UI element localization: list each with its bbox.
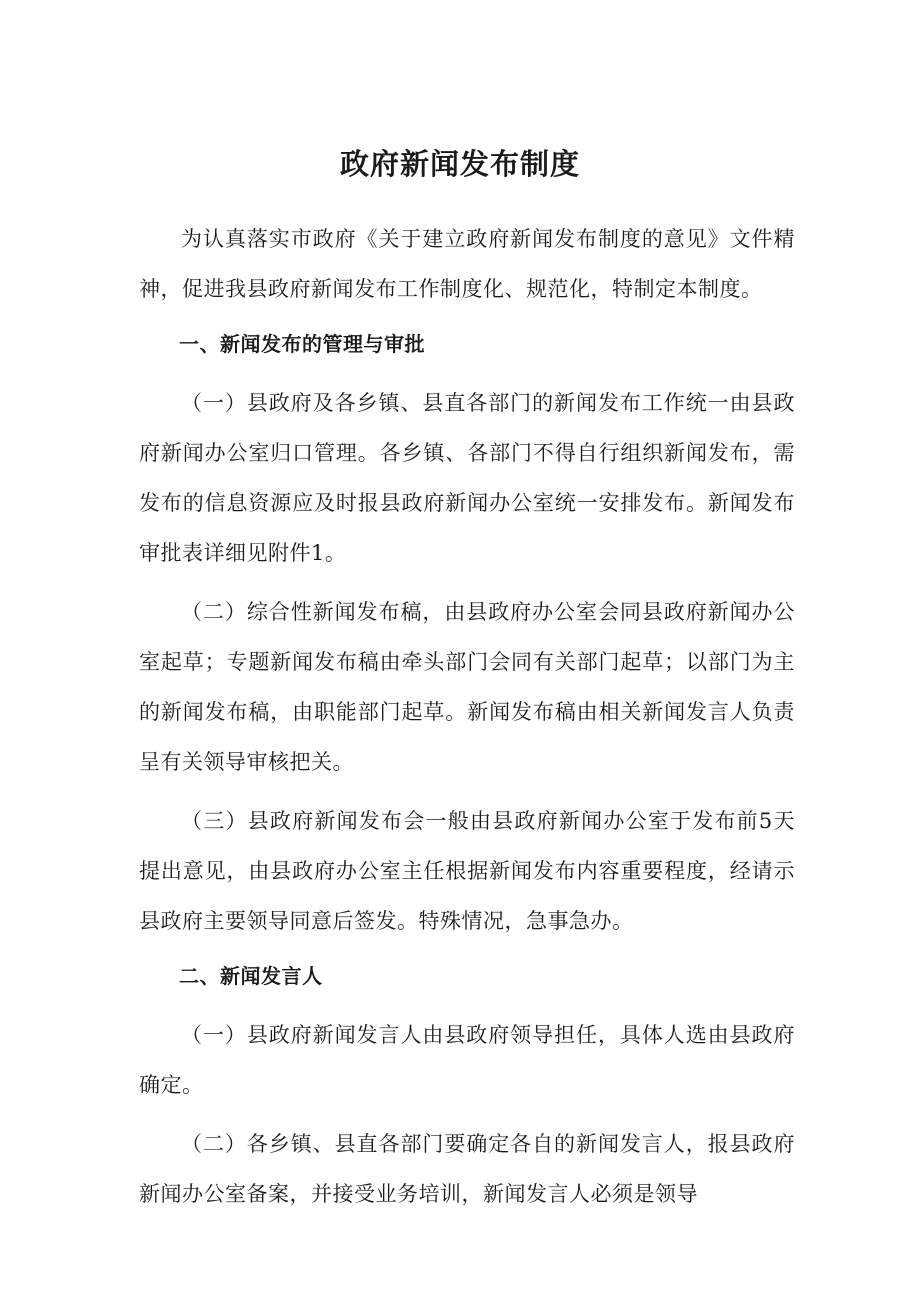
document-title: 政府新闻发布制度 <box>339 147 580 181</box>
paragraph-management-1: （一）县政府及各乡镇、县直各部门的新闻发布工作统一由县政府新闻办公室归口管理。各乡镇、各部门不得自行组织新闻发布，需发布的信息资源应及时报县政府新闻办公室统一安排发布。新闻发布审批表详细见附件1。 <box>139 391 795 565</box>
paragraph-management-2: （二）综合性新闻发布稿，由县政府办公室会同县政府新闻办公室起草；专题新闻发布稿由牵头部门会同有关部门起草；以部门为主的新闻发布稿，由职能部门起草。新闻发布稿由相关新闻发言人负责呈有关领导审核把关。 <box>139 600 795 774</box>
document-body <box>139 214 795 1228</box>
section-heading-management: 一、新闻发布的管理与审批 <box>179 332 425 356</box>
section-heading-spokesperson: 二、新闻发言人 <box>179 964 323 988</box>
paragraph-management-3: （三）县政府新闻发布会一般由县政府新闻办公室于发布前5天提出意见，由县政府办公室主任根据新闻发布内容重要程度，经请示县政府主要领导同意后签发。特殊情况，急事急办。 <box>139 809 795 933</box>
paragraph-spokesperson-2: （二）各乡镇、县直各部门要确定各自的新闻发言人，报县政府新闻办公室备案，并接受业务培训，新闻发言人必须是领导 <box>139 1132 795 1206</box>
paragraph-spokesperson-1: （一）县政府新闻发言人由县政府领导担任，具体人选由县政府确定。 <box>139 1023 795 1097</box>
intro-paragraph: 为认真落实市政府《关于建立政府新闻发布制度的意见》文件精神，促进我县政府新闻发布工作制度化、规范化，特制定本制度。 <box>139 227 795 301</box>
